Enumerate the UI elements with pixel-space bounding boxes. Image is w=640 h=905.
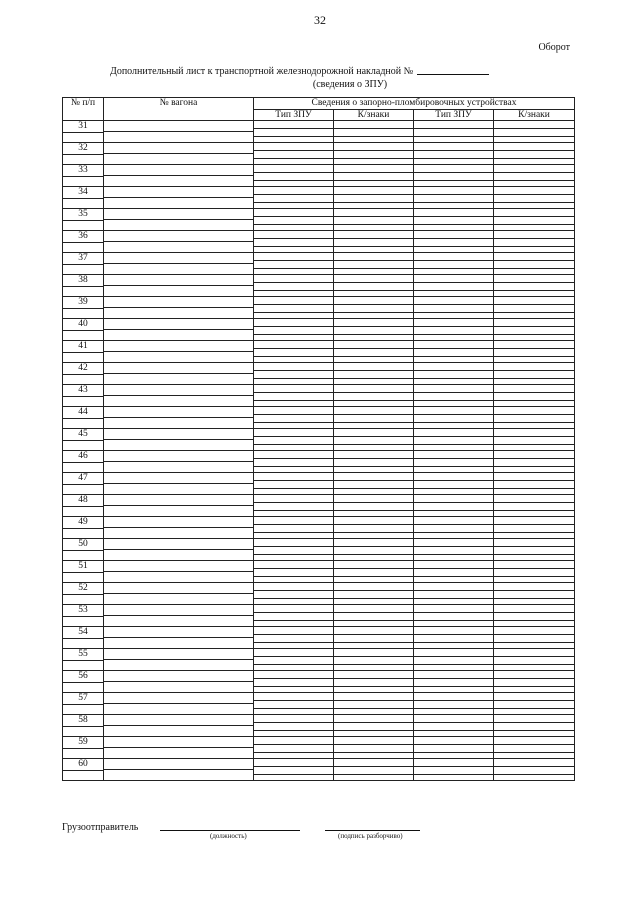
table-row <box>63 187 575 209</box>
wagon-number-cell[interactable] <box>104 715 254 737</box>
row-number: 41 <box>63 341 103 353</box>
seal-mark-cell[interactable] <box>334 209 414 231</box>
wagon-number-cell[interactable] <box>104 385 254 407</box>
seal-mark-cell[interactable] <box>334 759 414 781</box>
wagon-number-cell[interactable] <box>104 495 254 517</box>
seal-mark-cell[interactable] <box>494 209 575 231</box>
seal-mark-cell[interactable] <box>494 473 575 495</box>
wagon-number-cell[interactable] <box>104 671 254 693</box>
seal-mark-cell[interactable] <box>494 341 575 363</box>
row-number-cell <box>63 429 104 451</box>
seal-type-cell[interactable] <box>414 165 494 187</box>
row-number: 51 <box>63 561 103 573</box>
seal-type-cell[interactable] <box>254 429 334 451</box>
seal-type-cell[interactable] <box>414 187 494 209</box>
shipper-label: Грузоотправитель <box>62 822 139 833</box>
table-row <box>63 649 575 671</box>
seal-type-cell[interactable] <box>414 297 494 319</box>
document-title <box>110 66 489 77</box>
seal-mark-cell[interactable] <box>494 121 575 143</box>
seal-type-cell[interactable] <box>254 605 334 627</box>
wagon-number-cell[interactable] <box>104 759 254 781</box>
seal-type-cell[interactable] <box>414 605 494 627</box>
wagon-number-cell[interactable] <box>104 209 254 231</box>
row-number-cell <box>63 341 104 363</box>
seal-type-cell[interactable] <box>254 473 334 495</box>
seal-type-cell[interactable] <box>254 627 334 649</box>
seal-type-cell[interactable] <box>414 209 494 231</box>
header-number: № п/п <box>63 98 104 121</box>
table-row <box>63 561 575 583</box>
table-row <box>63 275 575 297</box>
table-row <box>63 451 575 473</box>
seal-type-cell[interactable] <box>414 759 494 781</box>
seal-type-cell[interactable] <box>414 341 494 363</box>
table-row <box>63 341 575 363</box>
row-number-cell <box>63 451 104 473</box>
seal-mark-cell[interactable] <box>494 759 575 781</box>
seal-mark-cell[interactable] <box>494 539 575 561</box>
table-row <box>63 583 575 605</box>
header-seal-mark-1: К/знаки <box>334 109 414 121</box>
seal-mark-cell[interactable] <box>334 297 414 319</box>
position-signature-line[interactable] <box>160 830 300 831</box>
seal-type-cell[interactable] <box>254 121 334 143</box>
seal-type-cell[interactable] <box>254 759 334 781</box>
seal-type-cell[interactable] <box>254 165 334 187</box>
seal-type-cell[interactable] <box>414 275 494 297</box>
seal-mark-cell[interactable] <box>334 253 414 275</box>
table-row <box>63 473 575 495</box>
wagon-number-cell[interactable] <box>104 341 254 363</box>
table-row <box>63 605 575 627</box>
table-row <box>63 253 575 275</box>
row-number: 38 <box>63 275 103 287</box>
signature-caption: (подпись разборчиво) <box>338 832 403 840</box>
seal-type-cell[interactable] <box>254 583 334 605</box>
seal-mark-cell[interactable] <box>334 143 414 165</box>
seal-type-cell[interactable] <box>414 583 494 605</box>
seal-mark-cell[interactable] <box>334 275 414 297</box>
seal-type-cell[interactable] <box>254 187 334 209</box>
seal-mark-cell[interactable] <box>334 187 414 209</box>
table-row <box>63 231 575 253</box>
seal-type-cell[interactable] <box>414 693 494 715</box>
seal-mark-cell[interactable] <box>494 231 575 253</box>
seal-mark-cell[interactable] <box>494 385 575 407</box>
table-row <box>63 297 575 319</box>
row-number-cell <box>63 583 104 605</box>
row-number: 37 <box>63 253 103 265</box>
seal-mark-cell[interactable] <box>494 253 575 275</box>
seal-mark-cell[interactable] <box>494 319 575 341</box>
row-number-cell <box>63 319 104 341</box>
seal-type-cell[interactable] <box>414 121 494 143</box>
row-number: 46 <box>63 451 103 463</box>
seal-mark-cell[interactable] <box>334 429 414 451</box>
position-caption: (должность) <box>210 832 247 840</box>
seal-mark-cell[interactable] <box>494 671 575 693</box>
row-number: 60 <box>63 759 103 771</box>
document-subtitle <box>0 79 640 90</box>
row-number-cell <box>63 671 104 693</box>
reverse-label: Оборот <box>538 42 570 53</box>
seal-type-cell[interactable] <box>254 451 334 473</box>
wagon-number-cell[interactable] <box>104 517 254 539</box>
row-number: 45 <box>63 429 103 441</box>
seal-mark-cell[interactable] <box>494 451 575 473</box>
row-number: 42 <box>63 363 103 375</box>
seal-mark-cell[interactable] <box>494 495 575 517</box>
seal-mark-cell[interactable] <box>334 517 414 539</box>
row-number-cell <box>63 121 104 143</box>
wagon-number-cell[interactable] <box>104 187 254 209</box>
row-number-cell <box>63 693 104 715</box>
subtitle-text: (сведения о ЗПУ) <box>312 79 388 90</box>
seal-mark-cell[interactable] <box>494 693 575 715</box>
seal-mark-cell[interactable] <box>334 121 414 143</box>
row-number: 58 <box>63 715 103 727</box>
table-row <box>63 121 575 143</box>
seal-type-cell[interactable] <box>414 649 494 671</box>
seal-mark-cell[interactable] <box>334 165 414 187</box>
wagon-number-cell[interactable] <box>104 165 254 187</box>
row-number-cell <box>63 385 104 407</box>
row-number: 44 <box>63 407 103 419</box>
row-number: 34 <box>63 187 103 199</box>
seal-mark-cell[interactable] <box>334 715 414 737</box>
wagon-number-cell[interactable] <box>104 473 254 495</box>
row-number-cell <box>63 297 104 319</box>
seal-mark-cell[interactable] <box>334 605 414 627</box>
table-row <box>63 671 575 693</box>
seal-type-cell[interactable] <box>254 407 334 429</box>
seal-type-cell[interactable] <box>254 737 334 759</box>
seal-mark-cell[interactable] <box>494 275 575 297</box>
seal-mark-cell[interactable] <box>494 517 575 539</box>
table-body <box>63 121 575 781</box>
row-number: 56 <box>63 671 103 683</box>
row-number: 47 <box>63 473 103 485</box>
header-seal-info: Сведения о запорно-пломбировочных устройствах <box>254 98 575 110</box>
row-number-cell <box>63 231 104 253</box>
seal-mark-cell[interactable] <box>494 605 575 627</box>
seal-type-cell[interactable] <box>414 143 494 165</box>
seal-mark-cell[interactable] <box>494 143 575 165</box>
seal-type-cell[interactable] <box>414 231 494 253</box>
seal-type-cell[interactable] <box>254 209 334 231</box>
header-seal-type-2: Тип ЗПУ <box>414 109 494 121</box>
seal-type-cell[interactable] <box>254 561 334 583</box>
seal-type-cell[interactable] <box>254 385 334 407</box>
seal-mark-cell[interactable] <box>494 737 575 759</box>
seal-type-cell[interactable] <box>414 429 494 451</box>
wagon-number-cell[interactable] <box>104 583 254 605</box>
seal-type-cell[interactable] <box>254 495 334 517</box>
seal-type-cell[interactable] <box>254 671 334 693</box>
table-row <box>63 495 575 517</box>
row-number: 55 <box>63 649 103 661</box>
seal-mark-cell[interactable] <box>334 407 414 429</box>
seal-type-cell[interactable] <box>414 407 494 429</box>
seal-type-cell[interactable] <box>254 517 334 539</box>
seal-type-cell[interactable] <box>254 539 334 561</box>
row-number: 32 <box>63 143 103 155</box>
seal-mark-cell[interactable] <box>494 583 575 605</box>
seal-mark-cell[interactable] <box>334 363 414 385</box>
row-number-cell <box>63 275 104 297</box>
wagon-number-cell[interactable] <box>104 649 254 671</box>
table-row <box>63 407 575 429</box>
table-row <box>63 143 575 165</box>
seal-mark-cell[interactable] <box>494 627 575 649</box>
seal-mark-cell[interactable] <box>494 187 575 209</box>
row-number: 39 <box>63 297 103 309</box>
row-number-cell <box>63 143 104 165</box>
row-number-cell <box>63 737 104 759</box>
seal-type-cell[interactable] <box>414 451 494 473</box>
seal-type-cell[interactable] <box>414 473 494 495</box>
row-number-cell <box>63 363 104 385</box>
seal-mark-cell[interactable] <box>334 737 414 759</box>
wagon-number-cell[interactable] <box>104 143 254 165</box>
header-seal-type-1: Тип ЗПУ <box>254 109 334 121</box>
seal-type-cell[interactable] <box>254 693 334 715</box>
row-number: 31 <box>63 121 103 133</box>
row-number: 33 <box>63 165 103 177</box>
wagon-number-cell[interactable] <box>104 561 254 583</box>
table-row <box>63 715 575 737</box>
row-number-cell <box>63 407 104 429</box>
wagon-number-cell[interactable] <box>104 297 254 319</box>
row-number-cell <box>63 473 104 495</box>
seal-type-cell[interactable] <box>414 715 494 737</box>
row-number: 53 <box>63 605 103 617</box>
header-seal-mark-2: К/знаки <box>494 109 575 121</box>
row-number-cell <box>63 253 104 275</box>
seal-mark-cell[interactable] <box>494 715 575 737</box>
seal-type-cell[interactable] <box>414 363 494 385</box>
seal-type-cell[interactable] <box>414 319 494 341</box>
table-row <box>63 737 575 759</box>
seal-mark-cell[interactable] <box>334 385 414 407</box>
table-row <box>63 759 575 781</box>
seal-mark-cell[interactable] <box>334 693 414 715</box>
title-text: Дополнительный лист к транспортной железнодорожной накладной № <box>110 66 414 77</box>
table-row <box>63 319 575 341</box>
seal-table <box>62 97 575 781</box>
wagon-number-cell[interactable] <box>104 429 254 451</box>
row-number-cell <box>63 209 104 231</box>
seal-type-cell[interactable] <box>254 341 334 363</box>
row-number: 40 <box>63 319 103 331</box>
seal-type-cell[interactable] <box>254 253 334 275</box>
seal-type-cell[interactable] <box>414 671 494 693</box>
wagon-number-cell[interactable] <box>104 363 254 385</box>
table-row <box>63 693 575 715</box>
waybill-number-line <box>417 74 489 75</box>
seal-mark-cell[interactable] <box>334 495 414 517</box>
seal-type-cell[interactable] <box>254 363 334 385</box>
row-number: 36 <box>63 231 103 243</box>
row-number-cell <box>63 165 104 187</box>
table-row <box>63 363 575 385</box>
seal-type-cell[interactable] <box>254 143 334 165</box>
seal-type-cell[interactable] <box>414 627 494 649</box>
seal-mark-cell[interactable] <box>334 627 414 649</box>
wagon-number-cell[interactable] <box>104 451 254 473</box>
wagon-number-cell[interactable] <box>104 275 254 297</box>
table-row <box>63 517 575 539</box>
row-number: 52 <box>63 583 103 595</box>
seal-type-cell[interactable] <box>414 495 494 517</box>
seal-mark-cell[interactable] <box>494 561 575 583</box>
wagon-number-cell[interactable] <box>104 231 254 253</box>
wagon-number-cell[interactable] <box>104 253 254 275</box>
header-wagon: № вагона <box>104 98 254 121</box>
row-number-cell <box>63 495 104 517</box>
page-number: 32 <box>314 13 326 27</box>
seal-mark-cell[interactable] <box>334 231 414 253</box>
seal-mark-cell[interactable] <box>494 649 575 671</box>
seal-mark-cell[interactable] <box>494 297 575 319</box>
row-number-cell <box>63 715 104 737</box>
row-number: 49 <box>63 517 103 529</box>
seal-type-cell[interactable] <box>254 297 334 319</box>
seal-type-cell[interactable] <box>414 517 494 539</box>
wagon-number-cell[interactable] <box>104 693 254 715</box>
seal-type-cell[interactable] <box>414 737 494 759</box>
row-number-cell <box>63 187 104 209</box>
seal-mark-cell[interactable] <box>494 407 575 429</box>
row-number: 43 <box>63 385 103 397</box>
seal-mark-cell[interactable] <box>334 341 414 363</box>
table-row <box>63 209 575 231</box>
seal-type-cell[interactable] <box>254 231 334 253</box>
row-number: 59 <box>63 737 103 749</box>
seal-mark-cell[interactable] <box>334 451 414 473</box>
table-row <box>63 539 575 561</box>
seal-mark-cell[interactable] <box>334 561 414 583</box>
table-row <box>63 385 575 407</box>
seal-mark-cell[interactable] <box>494 429 575 451</box>
table-row <box>63 165 575 187</box>
row-number: 57 <box>63 693 103 705</box>
row-number-cell <box>63 561 104 583</box>
seal-mark-cell[interactable] <box>334 671 414 693</box>
seal-mark-cell[interactable] <box>334 319 414 341</box>
wagon-number-cell[interactable] <box>104 737 254 759</box>
seal-type-cell[interactable] <box>414 253 494 275</box>
wagon-number-cell[interactable] <box>104 319 254 341</box>
row-number-cell <box>63 605 104 627</box>
seal-type-cell[interactable] <box>254 275 334 297</box>
seal-type-cell[interactable] <box>254 649 334 671</box>
row-number: 54 <box>63 627 103 639</box>
table-row <box>63 429 575 451</box>
seal-type-cell[interactable] <box>414 539 494 561</box>
seal-type-cell[interactable] <box>414 385 494 407</box>
wagon-number-cell[interactable] <box>104 627 254 649</box>
seal-type-cell[interactable] <box>254 319 334 341</box>
seal-mark-cell[interactable] <box>334 473 414 495</box>
wagon-number-cell[interactable] <box>104 407 254 429</box>
seal-mark-cell[interactable] <box>334 539 414 561</box>
seal-mark-cell[interactable] <box>494 165 575 187</box>
row-number: 35 <box>63 209 103 221</box>
table-row <box>63 627 575 649</box>
seal-type-cell[interactable] <box>254 715 334 737</box>
wagon-number-cell[interactable] <box>104 121 254 143</box>
row-number-cell <box>63 649 104 671</box>
seal-mark-cell[interactable] <box>494 363 575 385</box>
wagon-number-cell[interactable] <box>104 605 254 627</box>
row-number: 50 <box>63 539 103 551</box>
wagon-number-cell[interactable] <box>104 539 254 561</box>
row-number-cell <box>63 759 104 781</box>
seal-type-cell[interactable] <box>414 561 494 583</box>
seal-mark-cell[interactable] <box>334 649 414 671</box>
name-signature-line[interactable] <box>325 830 420 831</box>
row-number-cell <box>63 627 104 649</box>
row-number-cell <box>63 517 104 539</box>
row-number: 48 <box>63 495 103 507</box>
seal-mark-cell[interactable] <box>334 583 414 605</box>
row-number-cell <box>63 539 104 561</box>
